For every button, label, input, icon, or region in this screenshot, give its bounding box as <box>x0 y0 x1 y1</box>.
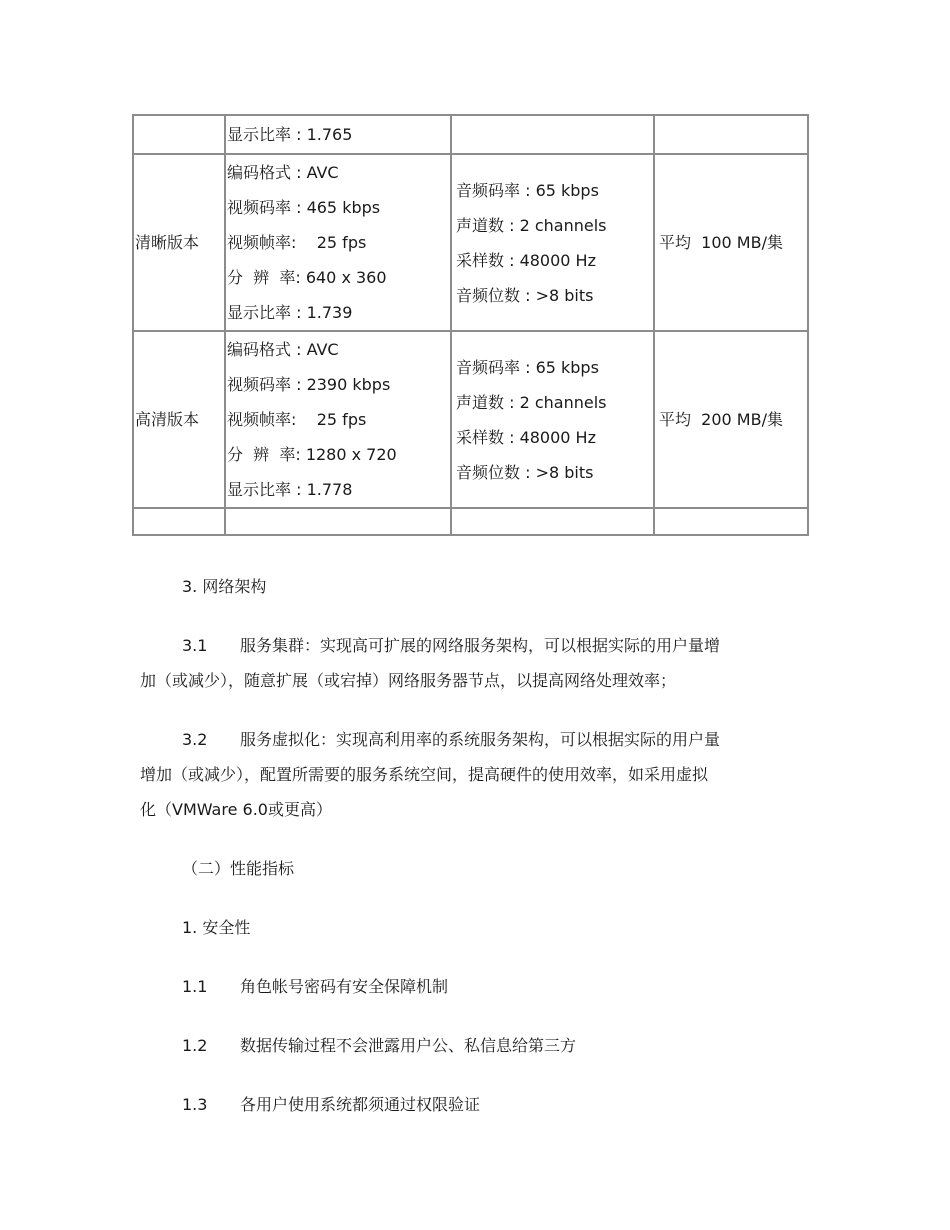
audio-spec-line: 音频码率 : 65 kbps <box>456 357 599 377</box>
audio-spec-line: 采样数 : 48000 Hz <box>456 250 596 270</box>
table-row <box>133 508 808 535</box>
table-row <box>133 154 808 331</box>
table-row <box>133 115 808 154</box>
video-spec-cell <box>225 115 451 154</box>
item-number: 3.1 <box>182 636 208 655</box>
item-number: 1.2 <box>182 1036 208 1055</box>
video-spec-line: 视频码率 : 2390 kbps <box>227 375 391 394</box>
table-row <box>133 331 808 508</box>
video-spec-cell <box>225 154 451 331</box>
audio-spec-cell <box>451 331 654 508</box>
paragraph-3-1-line2: 加（或减少），随意扩展（或宕掉）网络服务器节点，以提高网络处理效率； <box>140 671 677 690</box>
video-spec-line: 视频帧率: 25 fps <box>227 410 367 429</box>
item-text: 各用户使用系统都须通过权限验证 <box>240 1095 481 1114</box>
audio-spec-cell <box>451 115 654 154</box>
version-label-cell <box>133 115 225 154</box>
video-spec-line: 编码格式 : AVC <box>227 340 339 359</box>
audio-spec-line: 采样数 : 48000 Hz <box>456 427 596 447</box>
empty-cell <box>225 508 451 535</box>
size-cell <box>654 115 808 154</box>
video-spec-line: 显示比率 : 1.778 <box>227 480 353 499</box>
audio-spec-line: 声道数 : 2 channels <box>456 392 607 412</box>
item-number: 1.1 <box>182 977 208 996</box>
item-text: 数据传输过程不会泄露用户公、私信息给第三方 <box>240 1036 577 1055</box>
video-spec-cell <box>225 331 451 508</box>
video-spec-line: 视频码率 : 465 kbps <box>227 198 381 217</box>
section-title-security: 1. 安全性 <box>182 918 251 937</box>
section-title-network: 3. 网络架构 <box>182 577 267 596</box>
spec-table <box>132 114 809 536</box>
item-text: 服务集群：实现高可扩展的网络服务架构，可以根据实际的用户量增 <box>240 636 721 655</box>
audio-spec-line: 声道数 : 2 channels <box>456 215 607 235</box>
version-label-cell: 清晰版本 <box>133 154 225 331</box>
item-text: 角色帐号密码有安全保障机制 <box>240 977 449 996</box>
paragraph-3-2-line1 <box>182 722 720 757</box>
audio-spec-line: 音频位数 : >8 bits <box>456 285 594 305</box>
paragraph-3-1-line1 <box>182 628 720 663</box>
size-cell: 平均 200 MB/集 <box>654 331 808 508</box>
empty-cell <box>451 508 654 535</box>
item-text: 服务虚拟化：实现高利用率的系统服务架构，可以根据实际的用户量 <box>240 730 721 749</box>
video-spec-line: 显示比率 : 1.765 <box>227 125 353 144</box>
video-spec-line: 分 辨 率: 1280 x 720 <box>227 445 397 464</box>
item-number: 1.3 <box>182 1095 208 1114</box>
list-item-1-3 <box>182 1087 480 1122</box>
version-label-cell: 高清版本 <box>133 331 225 508</box>
paragraph-3-2-line2: 增加（或减少），配置所需要的服务系统空间，提高硬件的使用效率，如采用虚拟 <box>140 765 709 784</box>
audio-spec-line: 音频码率 : 65 kbps <box>456 180 599 200</box>
empty-cell <box>654 508 808 535</box>
list-item-1-1 <box>182 969 448 1004</box>
video-spec-line: 视频帧率: 25 fps <box>227 233 367 252</box>
item-number: 3.2 <box>182 730 208 749</box>
video-spec-line: 分 辨 率: 640 x 360 <box>227 268 387 287</box>
video-spec-line: 编码格式 : AVC <box>227 163 339 182</box>
section-title-performance: （二）性能指标 <box>182 859 295 878</box>
paragraph-3-2-line3: 化（VMWare 6.0或更高） <box>140 800 332 819</box>
audio-spec-line: 音频位数 : >8 bits <box>456 462 594 482</box>
video-spec-line: 显示比率 : 1.739 <box>227 303 353 322</box>
audio-spec-cell <box>451 154 654 331</box>
list-item-1-2 <box>182 1028 576 1063</box>
empty-cell <box>133 508 225 535</box>
size-cell: 平均 100 MB/集 <box>654 154 808 331</box>
